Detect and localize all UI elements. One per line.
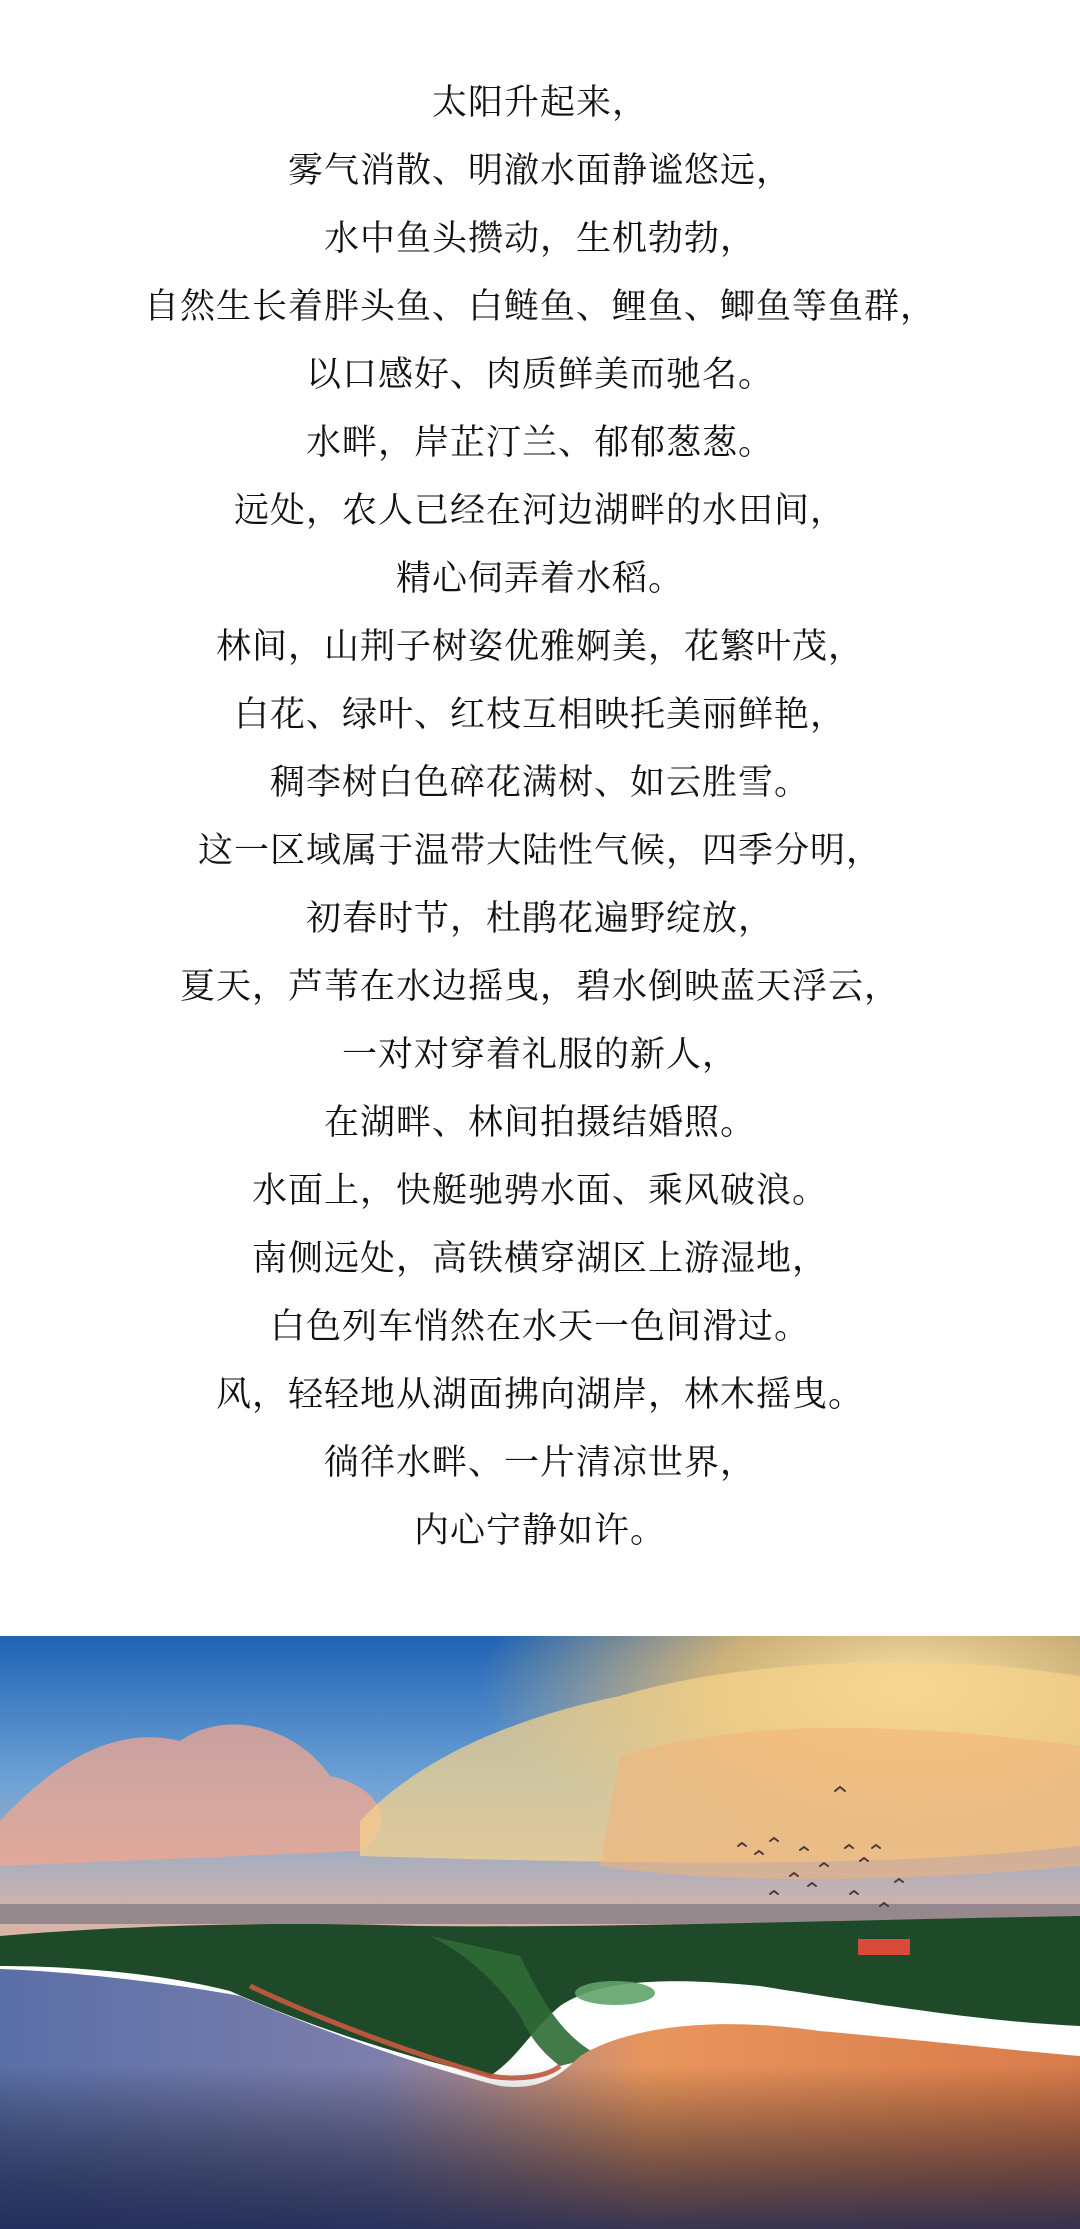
poem-line: 在湖畔、林间拍摄结婚照。 [323, 1103, 756, 1143]
poem-line: 自然生长着胖头鱼、白鲢鱼、鲤鱼、鲫鱼等鱼群， [143, 287, 936, 327]
poem-line: 夏天，芦苇在水边摇曳，碧水倒映蓝天浮云， [179, 967, 900, 1007]
poem-line: 风，轻轻地从湖面拂向湖岸，林木摇曳。 [215, 1375, 864, 1415]
poem-line: 以口感好、肉质鲜美而驰名。 [305, 355, 774, 395]
poem-line: 水中鱼头攒动，生机勃勃， [323, 219, 756, 259]
lake-sunset-photo [0, 1636, 1080, 2229]
poem-line: 林间，山荆子树姿优雅婀美，花繁叶茂， [215, 627, 864, 667]
poem-line: 这一区域属于温带大陆性气候，四季分明， [197, 831, 882, 871]
landscape-illustration [0, 1636, 1080, 2229]
poem-line: 白花、绿叶、红枝互相映托美丽鲜艳， [233, 695, 846, 735]
poem-line: 水面上，快艇驰骋水面、乘风破浪。 [251, 1171, 828, 1211]
poem-line: 雾气消散、明澈水面静谧悠远， [287, 151, 792, 191]
poem-line: 初春时节，杜鹃花遍野绽放， [305, 899, 774, 939]
poem-line: 水畔，岸芷汀兰、郁郁葱葱。 [305, 423, 774, 463]
poem-line: 徜徉水畔、一片清凉世界， [323, 1443, 756, 1483]
poem-line: 远处，农人已经在河边湖畔的水田间， [233, 491, 846, 531]
poem-text [0, 76, 1080, 1572]
poem-line: 内心宁静如许。 [413, 1511, 666, 1551]
poem-line: 白色列车悄然在水天一色间滑过。 [269, 1307, 810, 1347]
poem-line: 太阳升起来， [431, 83, 648, 123]
poem-line: 一对对穿着礼服的新人， [341, 1035, 738, 1075]
poem-line: 南侧远处，高铁横穿湖区上游湿地， [251, 1239, 828, 1279]
poem-line: 稠李树白色碎花满树、如云胜雪。 [269, 763, 810, 803]
poem-line: 精心伺弄着水稻。 [395, 559, 684, 599]
